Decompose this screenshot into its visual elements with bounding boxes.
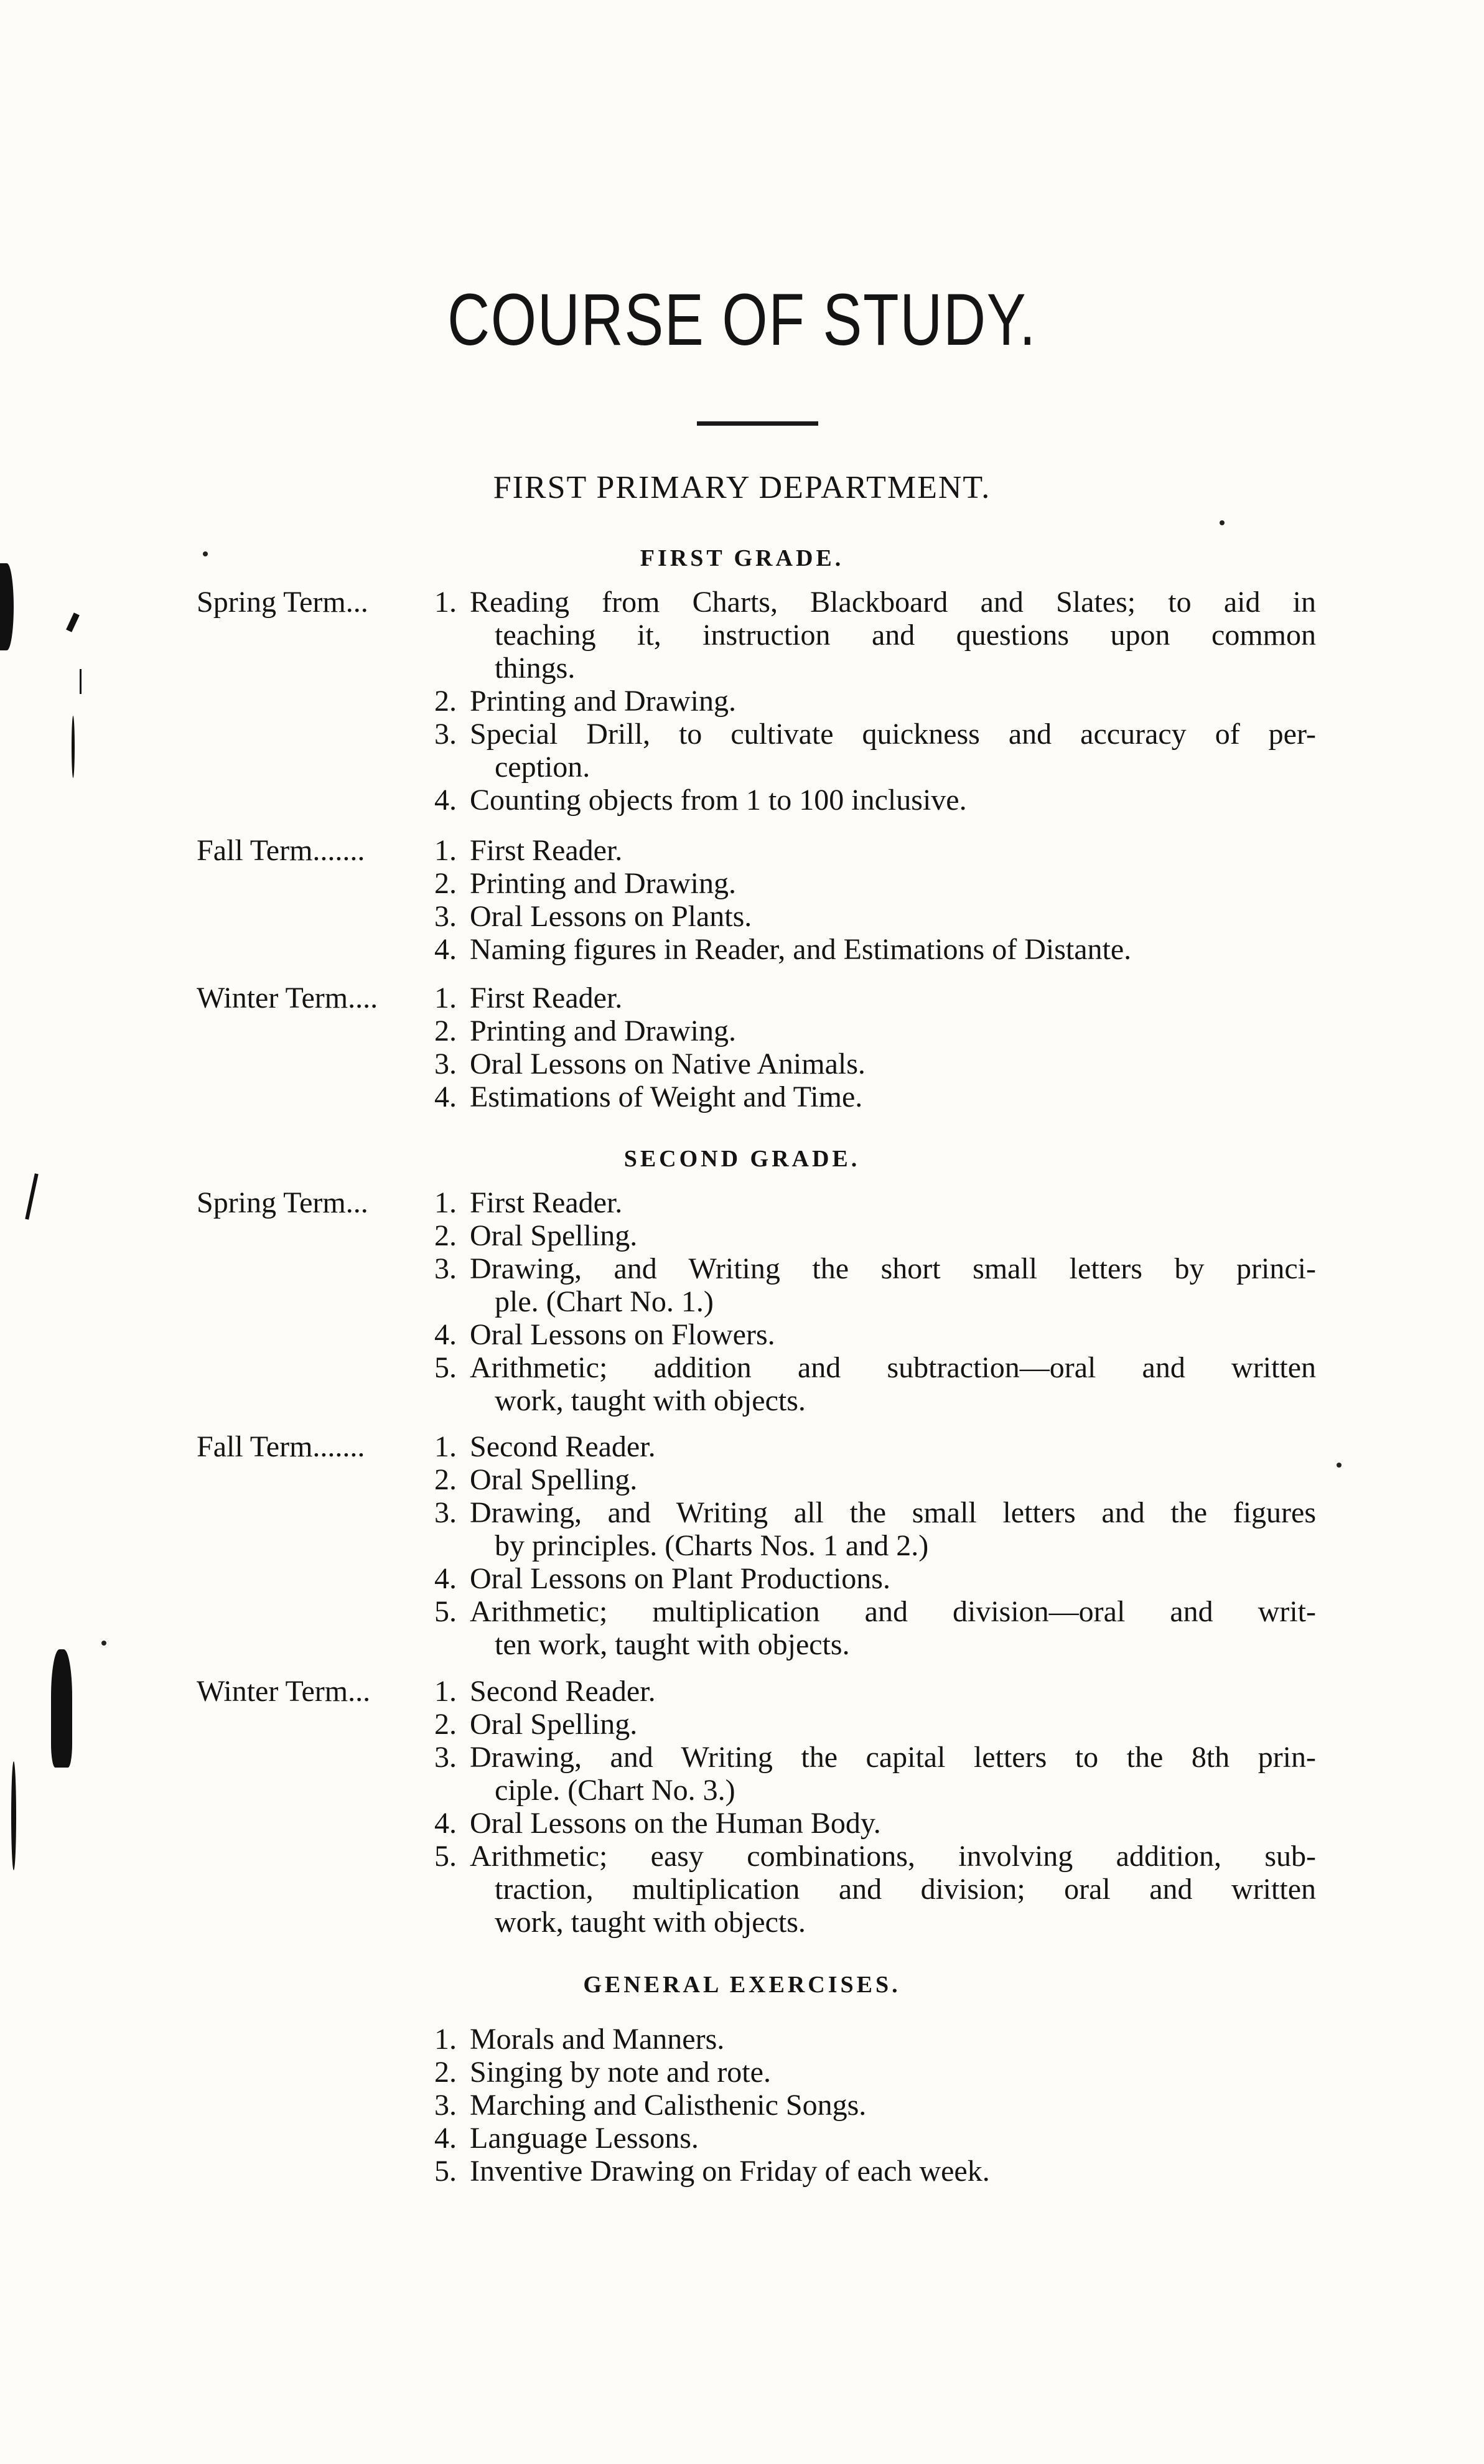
course-item: Second Reader.: [470, 1675, 656, 1708]
course-item: Arithmetic; multiplication and division—oral and writ-: [470, 1595, 1316, 1628]
item-number: 5.: [434, 1595, 457, 1628]
course-item: Arithmetic; easy combinations, involving addition, sub-: [470, 1840, 1316, 1873]
item-number: 1.: [434, 586, 457, 619]
ink-speck: [25, 1173, 38, 1220]
second-grade-heading: SECOND GRADE.: [623, 1146, 861, 1172]
course-item: Oral Spelling.: [470, 1463, 638, 1496]
binding-mark: [0, 563, 14, 650]
item-number: 1.: [434, 981, 457, 1014]
ink-speck: [72, 716, 75, 778]
course-item-continuation: by principles. (Charts Nos. 1 and 2.): [495, 1529, 929, 1562]
item-number: 1.: [434, 834, 457, 867]
course-item: First Reader.: [470, 981, 623, 1014]
course-item: Drawing, and Writing all the small letters and the figures: [470, 1496, 1316, 1529]
item-number: 5.: [434, 1840, 457, 1873]
course-item-continuation: ception.: [495, 751, 590, 784]
course-item-continuation: teaching it, instruction and questions upon common: [495, 619, 1316, 652]
item-number: 1.: [434, 1430, 457, 1463]
course-item: Printing and Drawing.: [470, 685, 736, 718]
course-item: Arithmetic; addition and subtraction—oral and written: [470, 1351, 1316, 1384]
ink-speck: [101, 1641, 106, 1646]
term-label: Fall Term.......: [197, 1430, 365, 1463]
binding-mark: [51, 1649, 72, 1768]
term-label: Spring Term...: [197, 1186, 368, 1219]
exercise-item: Singing by note and rote.: [470, 2056, 771, 2089]
course-item: Oral Spelling.: [470, 1219, 638, 1252]
course-item-continuation: ciple. (Chart No. 3.): [495, 1774, 735, 1807]
item-number: 3.: [434, 718, 457, 751]
ink-speck: [80, 669, 82, 694]
course-item: Second Reader.: [470, 1430, 656, 1463]
item-number: 3.: [434, 1741, 457, 1774]
course-item: Printing and Drawing.: [470, 867, 736, 900]
course-item: Estimations of Weight and Time.: [470, 1080, 863, 1113]
item-number: 5.: [434, 1351, 457, 1384]
course-item: Oral Lessons on Flowers.: [470, 1318, 775, 1351]
course-item: Oral Lessons on the Human Body.: [470, 1807, 881, 1840]
item-number: 4.: [434, 2122, 457, 2155]
course-item: First Reader.: [470, 1186, 623, 1219]
exercise-item: Morals and Manners.: [470, 2023, 725, 2056]
term-label: Winter Term...: [197, 1675, 371, 1708]
item-number: 2.: [434, 2056, 457, 2089]
item-number: 2.: [434, 867, 457, 900]
course-item: Oral Spelling.: [470, 1708, 638, 1741]
item-number: 4.: [434, 1318, 457, 1351]
item-number: 2.: [434, 1463, 457, 1496]
item-number: 3.: [434, 900, 457, 933]
item-number: 2.: [434, 1014, 457, 1047]
course-item-continuation: work, taught with objects.: [495, 1384, 806, 1417]
title-divider: [697, 421, 818, 426]
ink-speck: [11, 1761, 16, 1870]
item-number: 4.: [434, 1807, 457, 1840]
item-number: 2.: [434, 685, 457, 718]
course-item: Counting objects from 1 to 100 inclusive.: [470, 784, 967, 817]
item-number: 4.: [434, 933, 457, 966]
item-number: 1.: [434, 1675, 457, 1708]
course-item: Drawing, and Writing the short small letters by princi-: [470, 1252, 1316, 1285]
term-label: Fall Term.......: [197, 834, 365, 867]
item-number: 1.: [434, 2023, 457, 2056]
item-number: 4.: [434, 784, 457, 817]
ink-speck: [1337, 1463, 1342, 1468]
course-item: Reading from Charts, Blackboard and Slates; to aid in: [470, 586, 1316, 619]
course-item-continuation: work, taught with objects.: [495, 1906, 806, 1939]
course-item: First Reader.: [470, 834, 623, 867]
item-number: 3.: [434, 2089, 457, 2122]
item-number: 3.: [434, 1047, 457, 1080]
exercise-item: Marching and Calisthenic Songs.: [470, 2089, 867, 2122]
item-number: 1.: [434, 1186, 457, 1219]
term-label: Winter Term....: [197, 981, 378, 1014]
item-number: 4.: [434, 1562, 457, 1595]
course-item: Oral Lessons on Plant Productions.: [470, 1562, 890, 1595]
course-item-continuation: ple. (Chart No. 1.): [495, 1285, 714, 1318]
ink-speck: [1220, 520, 1225, 525]
course-item: Special Drill, to cultivate quickness and accuracy of per-: [470, 718, 1316, 751]
item-number: 3.: [434, 1252, 457, 1285]
item-number: 5.: [434, 2155, 457, 2188]
department-heading: FIRST PRIMARY DEPARTMENT.: [493, 470, 991, 505]
item-number: 3.: [434, 1496, 457, 1529]
term-label: Spring Term...: [197, 586, 368, 619]
course-item-continuation: traction, multiplication and division; oral and written: [495, 1873, 1316, 1906]
course-item-continuation: ten work, taught with objects.: [495, 1628, 850, 1661]
course-item: Oral Lessons on Native Animals.: [470, 1047, 866, 1080]
exercise-item: Language Lessons.: [470, 2122, 699, 2155]
ink-speck: [66, 612, 80, 632]
exercise-item: Inventive Drawing on Friday of each week.: [470, 2155, 990, 2188]
course-item: Drawing, and Writing the capital letters to the 8th prin-: [470, 1741, 1316, 1774]
page-title: COURSE OF STUDY.: [447, 279, 1037, 361]
course-item: Printing and Drawing.: [470, 1014, 736, 1047]
item-number: 4.: [434, 1080, 457, 1113]
item-number: 2.: [434, 1708, 457, 1741]
course-item-continuation: things.: [495, 652, 576, 685]
course-item: Oral Lessons on Plants.: [470, 900, 752, 933]
ink-speck: [203, 551, 208, 556]
first-grade-heading: FIRST GRADE.: [640, 545, 844, 571]
course-item: Naming figures in Reader, and Estimations of Distante.: [470, 933, 1132, 966]
general-exercises-heading: GENERAL EXERCISES.: [583, 1972, 901, 1998]
item-number: 2.: [434, 1219, 457, 1252]
